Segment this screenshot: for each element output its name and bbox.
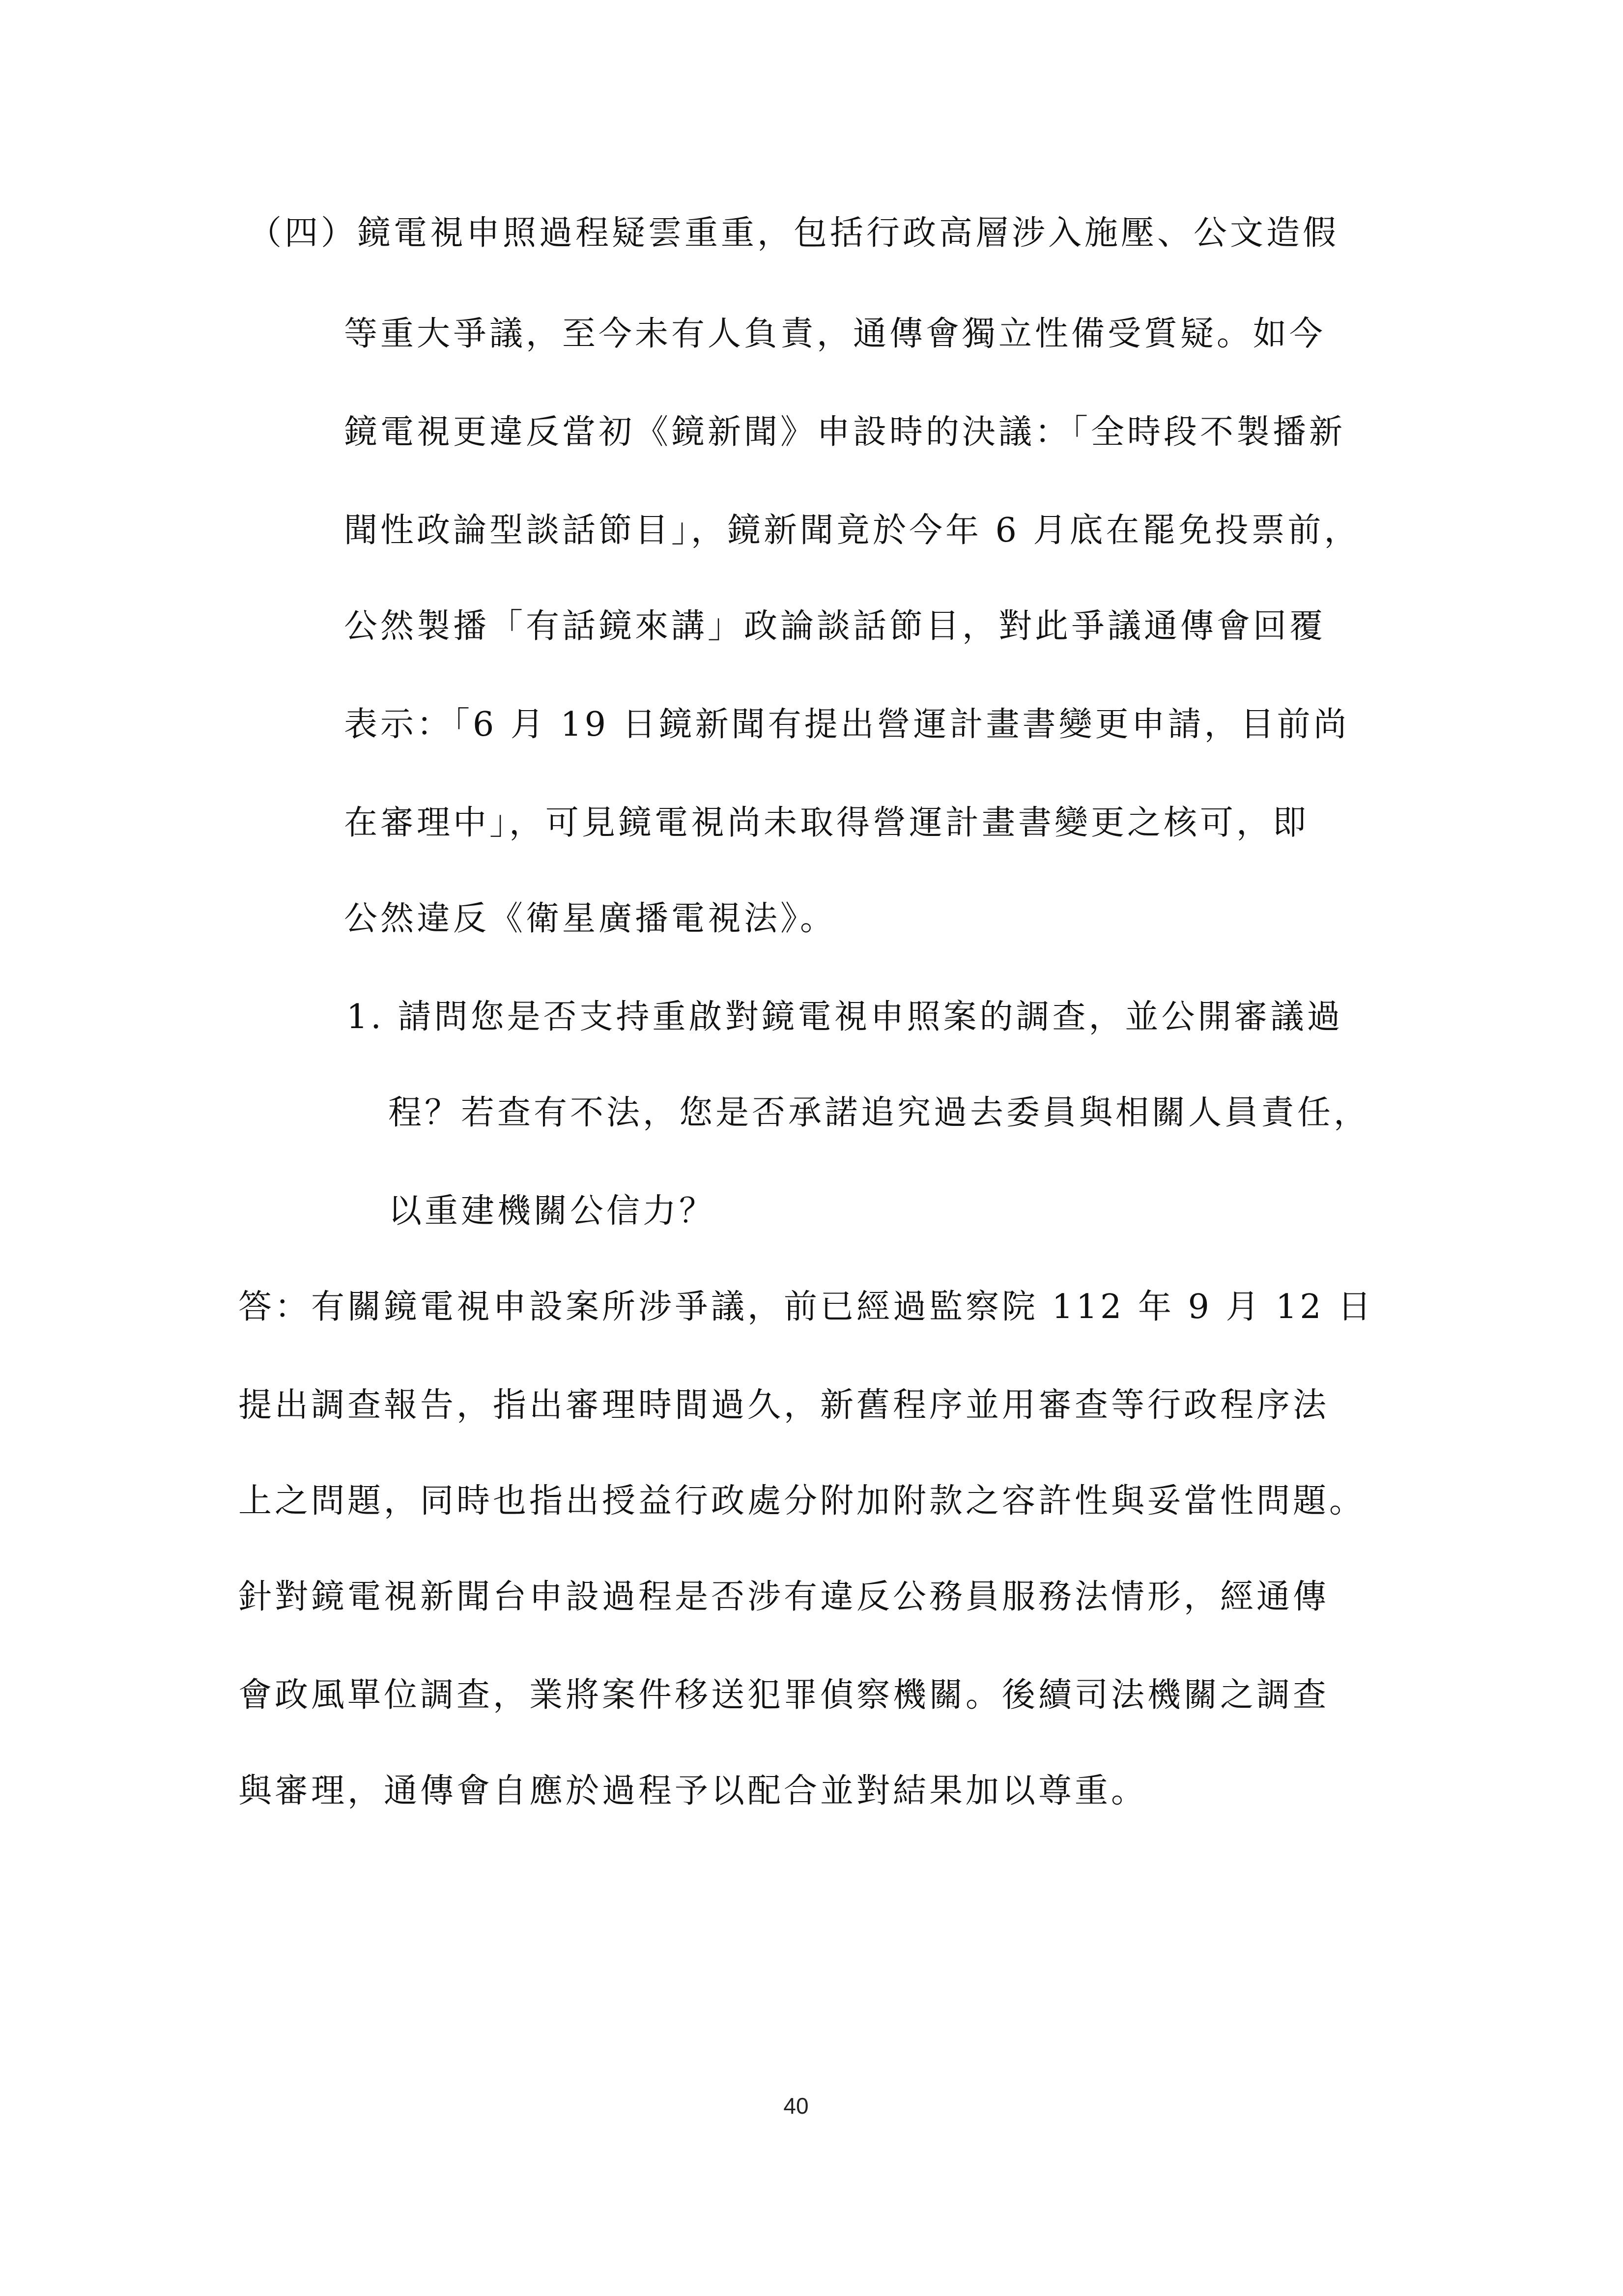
question-line: 以重建機關公信力？ <box>388 1192 716 1231</box>
answer-line: 答：有關鏡電視申設案所涉爭議，前已經過監察院 112 年 9 月 12 日 <box>238 1288 1374 1326</box>
section-four-line: 公然違反《衛星廣播電視法》。 <box>344 899 837 938</box>
section-four-line: 鏡電視更違反當初《鏡新聞》申設時的決議：「全時段不製播新 <box>344 413 1346 452</box>
question-line: 程？若查有不法，您是否承諾追究過去委員與相關人員責任， <box>388 1093 1370 1132</box>
answer-line: 針對鏡電視新聞台申設過程是否涉有違反公務員服務法情形，經通傳 <box>238 1578 1330 1616</box>
answer-line: 上之問題，同時也指出授益行政處分附加附款之容許性與妥當性問題。 <box>238 1482 1366 1521</box>
answer-line: 會政風單位調查，業將案件移送犯罪偵察機關。後續司法機關之調查 <box>238 1676 1330 1715</box>
answer-line: 提出調查報告，指出審理時間過久，新舊程序並用審查等行政程序法 <box>238 1386 1330 1425</box>
section-four-line: 表示：「6 月 19 日鏡新聞有提出營運計畫書變更申請，目前尚 <box>344 705 1350 744</box>
section-four-line: 公然製播「有話鏡來講」政論談話節目，對此爭議通傳會回覆 <box>344 607 1326 646</box>
section-four-line: 等重大爭議，至今未有人負責，通傳會獨立性備受質疑。如今 <box>344 315 1326 353</box>
answer-line: 與審理，通傳會自應於過程予以配合並對結果加以尊重。 <box>238 1772 1148 1810</box>
page-number: 40 <box>783 2093 809 2119</box>
section-four-line: 聞性政論型談話節目」，鏡新聞竟於今年 6 月底在罷免投票前， <box>344 511 1361 550</box>
section-four-line: 在審理中」，可見鏡電視尚未取得營運計畫書變更之核可，即 <box>344 804 1310 842</box>
question-line: 1. 請問您是否支持重啟對鏡電視申照案的調查，並公開審議過 <box>346 998 1343 1036</box>
section-four-line: （四）鏡電視申照過程疑雲重重，包括行政高層涉入施壓、公文造假 <box>248 214 1339 253</box>
